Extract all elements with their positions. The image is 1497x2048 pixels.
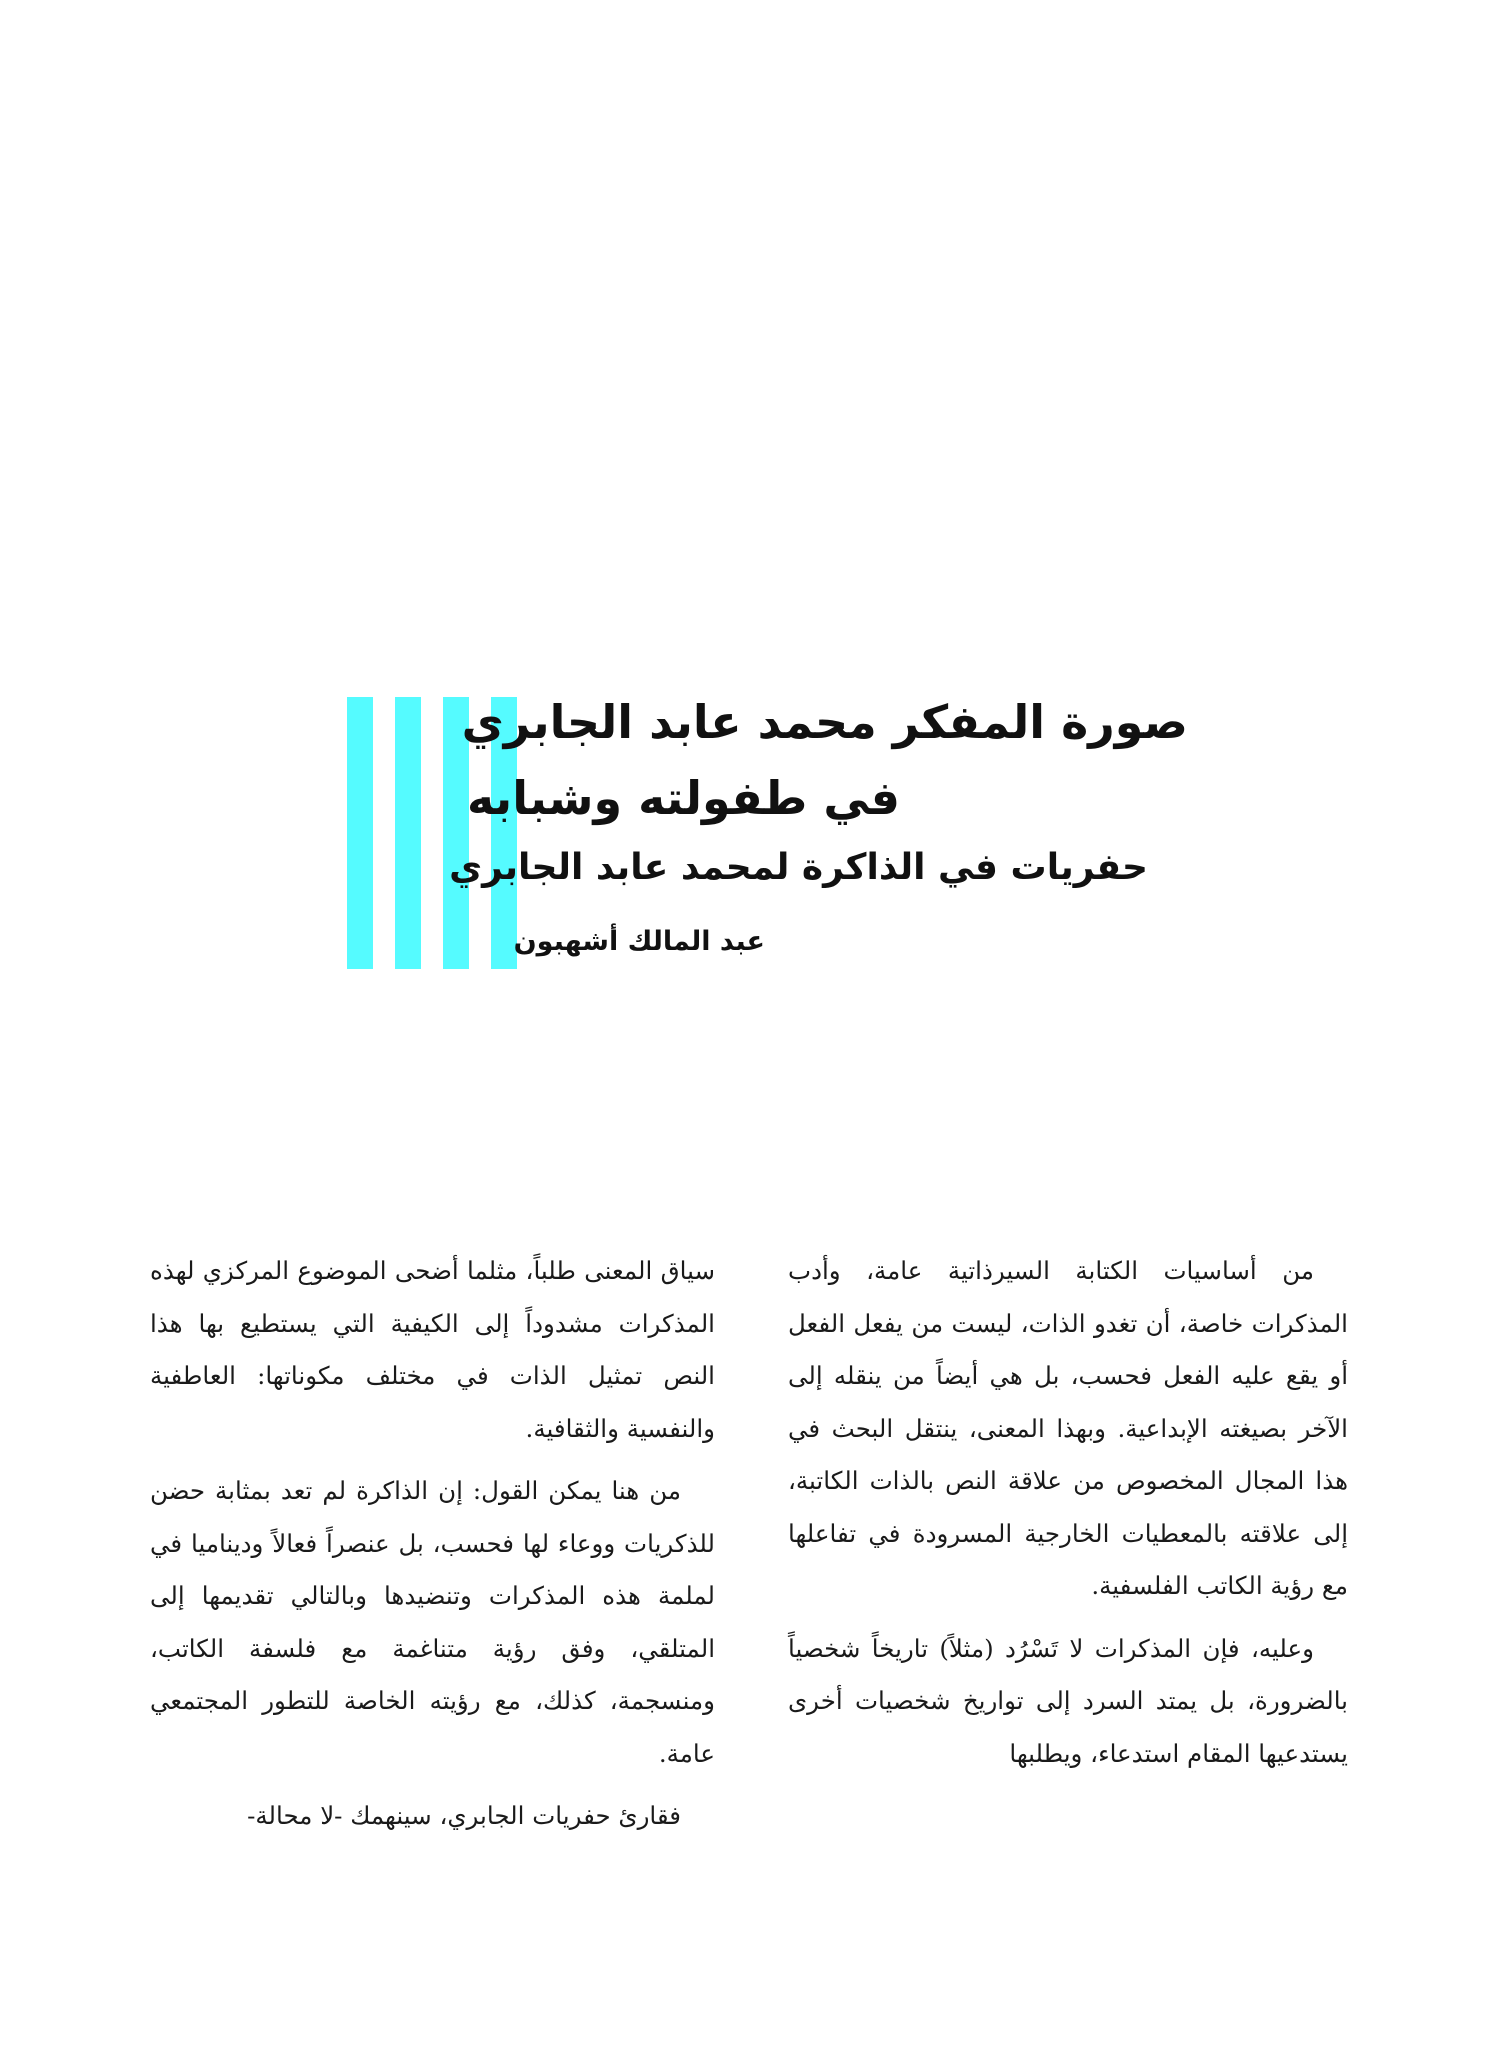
body-paragraph: فقارئ حفريات الجابري، سينهمك -لا محالة- xyxy=(247,1801,681,1830)
article-author: عبد المالك أشهبون xyxy=(513,926,765,957)
body-paragraph: سياق المعنى طلباً، مثلما أضحى الموضوع المركزي لهذه المذكرات مشدوداً إلى الكيفية التي يستطيع بها هذا النص تمثيل الذات في مختلف مكوناتها: العاطفية والنفسية والثقافية. xyxy=(150,1256,715,1443)
decorative-bar xyxy=(395,697,421,969)
article-subtitle: حفريات في الذاكرة لمحمد عابد الجابري xyxy=(449,847,1148,888)
body-paragraph: من أساسيات الكتابة السيرذاتية عامة، وأدب المذكرات خاصة، أن تغدو الذات، ليست من يفعل الفعل أو يقع عليه الفعل فحسب، بل هي أيضاً من ينقله إلى الآخر بصيغته الإبداعية. وبهذا المعنى، ينتقل البحث في هذا المجال المخصوص من علاقة النص بالذات الكاتبة، إلى علاقته بالمعطيات الخارجية المسرودة في تفاعلها مع رؤية الكاتب الفلسفية. xyxy=(788,1256,1348,1600)
body-paragraph: من هنا يمكن القول: إن الذاكرة لم تعد بمثابة حضن للذكريات ووعاء لها فحسب، بل عنصراً فعالاً وديناميا في لملمة هذه المذكرات وتنضيدها وبالتالي تقديمها إلى المتلقي، وفق رؤية متناغمة مع فلسفة الكاتب، ومنسجمة، كذلك، مع رؤيته الخاصة للتطور المجتمعي عامة. xyxy=(150,1476,715,1768)
article-title-line-1: صورة المفكر محمد عابد الجابري xyxy=(461,695,1188,749)
decorative-bar xyxy=(347,697,373,969)
body-paragraph: وعليه، فإن المذكرات لا تَسْرُد (مثلاً) تاريخاً شخصياً بالضرورة، بل يمتد السرد إلى تواريخ شخصيات أخرى يستدعيها المقام استدعاء، ويطلبها xyxy=(788,1633,1348,1768)
body-column-left xyxy=(150,1245,715,1853)
article-title-line-2: في طفولته وشبابه xyxy=(467,771,900,825)
body-column-right xyxy=(788,1245,1348,1790)
